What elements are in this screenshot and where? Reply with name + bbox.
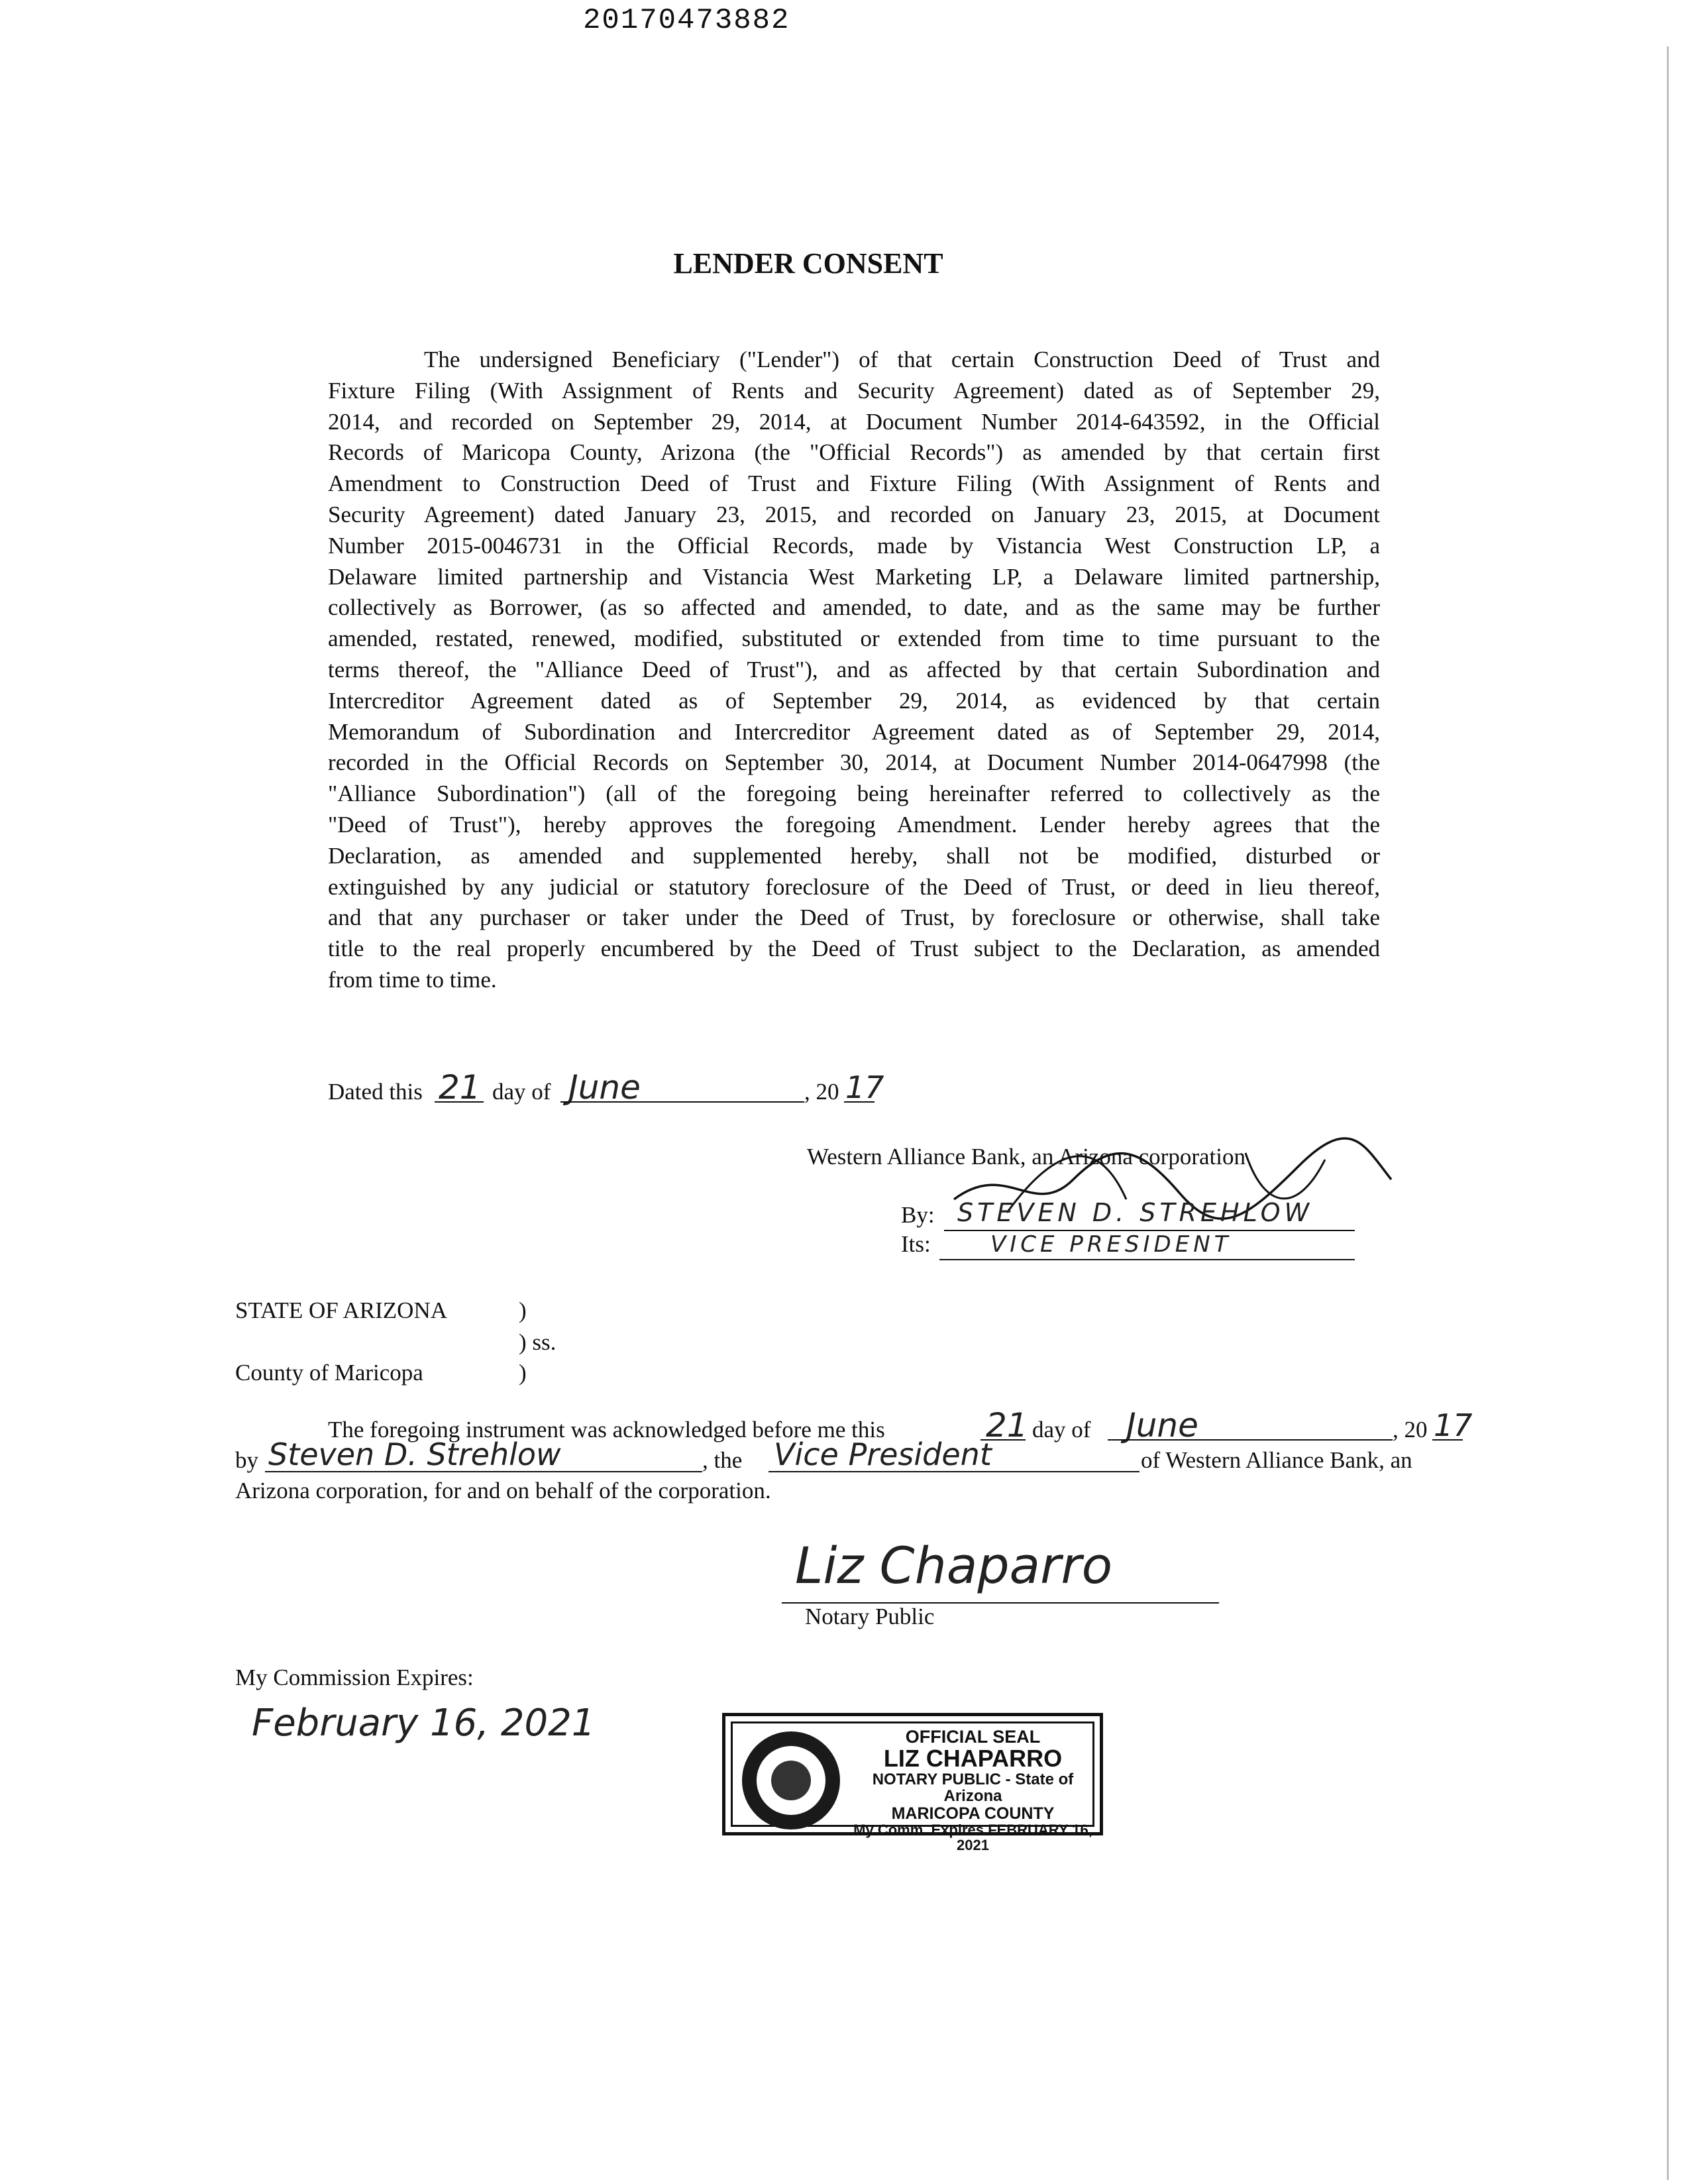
- seal-text: [845, 1727, 1100, 1853]
- ack-day: 21: [986, 1406, 1028, 1445]
- ack-the-label: , the: [702, 1447, 743, 1473]
- body-line: amended, restated, renewed, modified, substituted or extended from time to time pursuant to the: [328, 626, 1380, 652]
- body-line: "Alliance Subordination") (all of the foregoing being hereinafter referred to collectively as the: [328, 781, 1380, 807]
- ack-year-line: [1432, 1439, 1463, 1441]
- dated-year-prefix: , 20: [804, 1079, 839, 1105]
- dated-prefix: Dated this: [328, 1079, 423, 1105]
- entity-name: Western Alliance Bank, an Arizona corporation: [807, 1144, 1246, 1170]
- ack-year-prefix: , 20: [1393, 1417, 1428, 1443]
- body-line: Delaware limited partnership and Vistancia West Marketing LP, a Delaware limited partnership,: [328, 563, 1380, 590]
- body-line: and that any purchaser or taker under the Deed of Trust, by foreclosure or otherwise, shall take: [328, 904, 1380, 931]
- ack-day-label: day of: [1032, 1417, 1091, 1443]
- body-line: Memorandum of Subordination and Intercreditor Agreement dated as of September 29, 2014,: [328, 718, 1380, 745]
- dated-year: 17: [845, 1069, 884, 1105]
- body-line: Records of Maricopa County, Arizona (the "Official Records") as amended by that certain first: [328, 439, 1380, 466]
- consent-paragraph: [328, 345, 1380, 996]
- dated-month-line: [560, 1101, 804, 1103]
- ack-month-line: [1108, 1439, 1393, 1441]
- body-line: "Deed of Trust"), hereby approves the foregoing Amendment. Lender hereby agrees that the: [328, 811, 1380, 838]
- commission-label: My Commission Expires:: [235, 1665, 474, 1690]
- dated-month: June: [568, 1068, 641, 1107]
- dated-year-line: [844, 1101, 874, 1103]
- body-line: collectively as Borrower, (as so affected and amended, to date, and as the same may be further: [328, 594, 1380, 621]
- by-label: By:: [901, 1202, 935, 1228]
- venue-county: County of Maricopa: [235, 1360, 423, 1386]
- ack-name-line: [265, 1471, 702, 1472]
- document-number: 20170473882: [583, 4, 790, 37]
- body-line: Intercreditor Agreement dated as of September 29, 2014, as evidenced by that certain: [328, 687, 1380, 714]
- ack-entity-suffix: of Western Alliance Bank, an: [1141, 1447, 1412, 1473]
- body-line: Number 2015-0046731 in the Official Records, made by Vistancia West Construction LP, a: [328, 532, 1380, 559]
- venue-paren-2: ): [519, 1360, 527, 1386]
- dated-day: 21: [439, 1068, 481, 1107]
- ack-title-line: [768, 1471, 1140, 1472]
- ack-by-label: by: [235, 1447, 258, 1473]
- ack-prefix: The foregoing instrument was acknowledged before me this: [328, 1417, 885, 1443]
- body-line: title to the real properly encumbered by the Deed of Trust subject to the Declaration, as amended: [328, 936, 1380, 962]
- body-line: Amendment to Construction Deed of Trust and Fixture Filing (With Assignment of Rents and: [328, 470, 1380, 497]
- commission-date: February 16, 2021: [252, 1702, 596, 1745]
- body-line: extinguished by any judicial or statutory foreclosure of the Deed of Trust, or deed in lieu thereof,: [328, 873, 1380, 900]
- state-seal-icon: [742, 1731, 840, 1829]
- its-line: [939, 1259, 1355, 1260]
- ack-signer-title: Vice President: [774, 1437, 992, 1472]
- seal-line-1: OFFICIAL SEAL: [905, 1727, 1041, 1747]
- by-value: STEVEN D. STREHLOW: [957, 1198, 1314, 1227]
- ack-line-3: Arizona corporation, for and on behalf of the corporation.: [235, 1478, 771, 1503]
- dated-day-label: day of: [492, 1079, 551, 1105]
- body-line: recorded in the Official Records on September 30, 2014, at Document Number 2014-0647998 (the: [328, 749, 1380, 776]
- dated-day-line: [435, 1101, 484, 1103]
- body-line: Declaration, as amended and supplemented hereby, shall not be modified, disturbed or: [328, 842, 1380, 869]
- its-label: Its:: [901, 1231, 931, 1257]
- body-line: 2014, and recorded on September 29, 2014, at Document Number 2014-643592, in the Official: [328, 408, 1380, 435]
- ack-month: June: [1126, 1406, 1198, 1445]
- seal-line-5: My Comm. Expires FEBRUARY 16, 2021: [853, 1821, 1092, 1853]
- venue-ss: ) ss.: [519, 1329, 556, 1355]
- venue-state: STATE OF ARIZONA: [235, 1297, 447, 1323]
- venue-paren-1: ): [519, 1297, 527, 1323]
- notary-label: Notary Public: [805, 1604, 935, 1629]
- body-line: from time to time.: [328, 966, 497, 993]
- official-seal-stamp: [722, 1713, 1103, 1853]
- seal-line-3: NOTARY PUBLIC - State of Arizona: [872, 1771, 1074, 1806]
- seal-line-2: LIZ CHAPARRO: [883, 1745, 1063, 1773]
- its-value: VICE PRESIDENT: [990, 1231, 1232, 1258]
- seal-line-4: MARICOPA COUNTY: [891, 1804, 1055, 1823]
- ack-signer-name: Steven D. Strehlow: [268, 1437, 561, 1472]
- body-line: terms thereof, the "Alliance Deed of Trust"), and as affected by that certain Subordination and: [328, 656, 1380, 682]
- page-title: LENDER CONSENT: [673, 247, 943, 280]
- notary-signature: Liz Chaparro: [795, 1536, 1113, 1595]
- seal-border: [731, 1721, 1094, 1853]
- scan-edge-line: [1667, 46, 1669, 2180]
- body-line: The undersigned Beneficiary ("Lender") of that certain Construction Deed of Trust and: [424, 347, 1380, 372]
- body-line: Fixture Filing (With Assignment of Rents and Security Agreement) dated as of September 29,: [328, 377, 1380, 404]
- body-line: Security Agreement) dated January 23, 2015, and recorded on January 23, 2015, at Document: [328, 501, 1380, 527]
- ack-year: 17: [1434, 1407, 1473, 1443]
